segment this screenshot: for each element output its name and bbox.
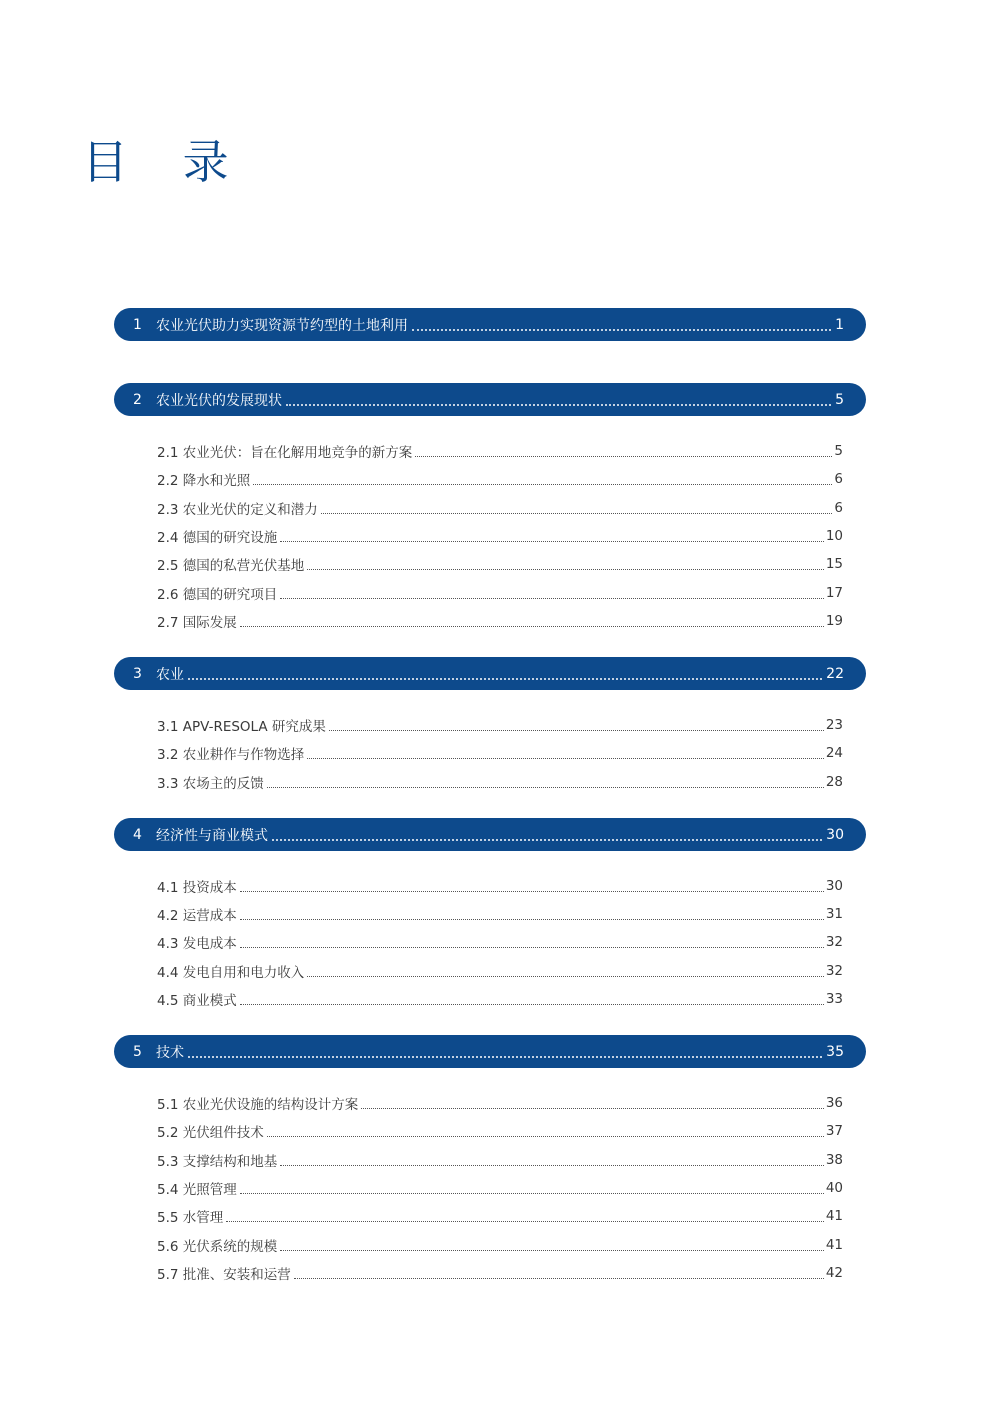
chapter-page: 1 xyxy=(835,316,844,333)
entry-title: 4.2 运营成本 xyxy=(157,908,237,924)
toc-entry-5-4[interactable] xyxy=(157,1178,843,1198)
dot-leader xyxy=(240,1193,824,1194)
toc-entry-4-5[interactable] xyxy=(157,989,843,1009)
entry-title: 5.5 水管理 xyxy=(157,1210,224,1226)
entry-page: 32 xyxy=(825,963,843,979)
dot-leader xyxy=(240,891,824,892)
chapter-number: 1 xyxy=(133,316,142,333)
toc-entry-5-2[interactable] xyxy=(157,1121,843,1141)
toc-entry-2-3[interactable] xyxy=(157,498,843,518)
chapter-number: 3 xyxy=(133,665,142,682)
entry-page: 28 xyxy=(825,774,843,790)
toc-chapter-3[interactable] xyxy=(114,657,866,690)
dot-leader xyxy=(321,513,833,514)
entry-title: 5.2 光伏组件技术 xyxy=(157,1125,264,1141)
entry-page: 5 xyxy=(834,443,843,459)
toc-entry-4-1[interactable] xyxy=(157,876,843,896)
dot-leader xyxy=(188,1056,822,1058)
entry-title: 2.2 降水和光照 xyxy=(157,473,251,489)
entry-page: 17 xyxy=(825,585,843,601)
toc-chapter-1[interactable] xyxy=(114,308,866,341)
toc-entry-3-1[interactable] xyxy=(157,715,843,735)
entry-title: 2.6 德国的研究项目 xyxy=(157,587,278,603)
dot-leader xyxy=(226,1221,824,1222)
toc-entry-4-2[interactable] xyxy=(157,904,843,924)
dot-leader xyxy=(280,598,824,599)
chapter-page: 22 xyxy=(826,665,844,682)
dot-leader xyxy=(188,678,822,680)
toc-entry-3-2[interactable] xyxy=(157,743,843,763)
entry-title: 5.3 支撑结构和地基 xyxy=(157,1154,278,1170)
toc-chapter-5[interactable] xyxy=(114,1035,866,1068)
toc-entry-4-4[interactable] xyxy=(157,961,843,981)
entry-title: 4.5 商业模式 xyxy=(157,993,237,1009)
entry-title: 3.2 农业耕作与作物选择 xyxy=(157,747,305,763)
dot-leader xyxy=(240,1004,824,1005)
entry-page: 15 xyxy=(825,556,843,572)
entry-page: 6 xyxy=(834,471,843,487)
dot-leader xyxy=(267,1136,824,1137)
chapter-title: 农业 xyxy=(156,666,184,683)
dot-leader xyxy=(415,456,832,457)
chapter-page: 30 xyxy=(826,826,844,843)
chapter-title: 技术 xyxy=(156,1044,184,1061)
toc-entry-5-6[interactable] xyxy=(157,1235,843,1255)
dot-leader xyxy=(240,919,824,920)
entry-page: 37 xyxy=(825,1123,843,1139)
entry-page: 40 xyxy=(825,1180,843,1196)
dot-leader xyxy=(272,839,822,841)
toc-entry-3-3[interactable] xyxy=(157,772,843,792)
entry-title: 4.1 投资成本 xyxy=(157,880,237,896)
entry-title: 2.5 德国的私营光伏基地 xyxy=(157,558,305,574)
chapter-title: 农业光伏助力实现资源节约型的土地利用 xyxy=(156,317,408,334)
entry-page: 6 xyxy=(834,500,843,516)
entry-title: 2.4 德国的研究设施 xyxy=(157,530,278,546)
entry-page: 32 xyxy=(825,934,843,950)
entry-title: 4.3 发电成本 xyxy=(157,936,237,952)
dot-leader xyxy=(329,730,824,731)
entry-page: 31 xyxy=(825,906,843,922)
chapter-page: 35 xyxy=(826,1043,844,1060)
chapter-page: 5 xyxy=(835,391,844,408)
toc-entry-2-5[interactable] xyxy=(157,554,843,574)
entry-page: 10 xyxy=(825,528,843,544)
dot-leader xyxy=(286,404,831,406)
entry-title: 5.1 农业光伏设施的结构设计方案 xyxy=(157,1097,359,1113)
toc-entry-2-4[interactable] xyxy=(157,526,843,546)
dot-leader xyxy=(240,947,824,948)
chapter-number: 4 xyxy=(133,826,142,843)
dot-leader xyxy=(280,1250,824,1251)
toc-chapter-2[interactable] xyxy=(114,383,866,416)
dot-leader xyxy=(361,1108,824,1109)
dot-leader xyxy=(253,484,832,485)
entry-page: 36 xyxy=(825,1095,843,1111)
dot-leader xyxy=(267,787,824,788)
entry-page: 41 xyxy=(825,1208,843,1224)
entry-title: 5.4 光照管理 xyxy=(157,1182,237,1198)
entry-title: 2.7 国际发展 xyxy=(157,615,237,631)
dot-leader xyxy=(307,569,824,570)
dot-leader xyxy=(294,1278,824,1279)
chapter-title: 农业光伏的发展现状 xyxy=(156,392,282,409)
toc-entry-2-6[interactable] xyxy=(157,583,843,603)
dot-leader xyxy=(240,626,824,627)
toc-entry-2-2[interactable] xyxy=(157,469,843,489)
toc-chapter-4[interactable] xyxy=(114,818,866,851)
entry-title: 2.1 农业光伏：旨在化解用地竞争的新方案 xyxy=(157,445,413,461)
entry-title: 2.3 农业光伏的定义和潜力 xyxy=(157,502,318,518)
chapter-number: 2 xyxy=(133,391,142,408)
entry-page: 19 xyxy=(825,613,843,629)
toc-entry-5-7[interactable] xyxy=(157,1263,843,1283)
entry-title: 3.1 APV-RESOLA 研究成果 xyxy=(157,719,326,735)
toc-entry-4-3[interactable] xyxy=(157,932,843,952)
chapter-number: 5 xyxy=(133,1043,142,1060)
entry-title: 4.4 发电自用和电力收入 xyxy=(157,965,305,981)
dot-leader xyxy=(412,329,831,331)
entry-page: 42 xyxy=(825,1265,843,1281)
entry-page: 30 xyxy=(825,878,843,894)
dot-leader xyxy=(307,976,824,977)
entry-page: 24 xyxy=(825,745,843,761)
page-title: 目 录 xyxy=(82,135,249,189)
entry-page: 33 xyxy=(825,991,843,1007)
entry-title: 5.7 批准、安装和运营 xyxy=(157,1267,291,1283)
entry-title: 3.3 农场主的反馈 xyxy=(157,776,264,792)
dot-leader xyxy=(280,541,824,542)
toc-entry-2-1[interactable] xyxy=(157,441,843,461)
entry-title: 5.6 光伏系统的规模 xyxy=(157,1239,278,1255)
toc-entry-5-1[interactable] xyxy=(157,1093,843,1113)
toc-entry-5-3[interactable] xyxy=(157,1150,843,1170)
dot-leader xyxy=(280,1165,824,1166)
toc-entry-2-7[interactable] xyxy=(157,611,843,631)
chapter-title: 经济性与商业模式 xyxy=(156,827,268,844)
entry-page: 41 xyxy=(825,1237,843,1253)
entry-page: 23 xyxy=(825,717,843,733)
dot-leader xyxy=(307,758,824,759)
toc-entry-5-5[interactable] xyxy=(157,1206,843,1226)
entry-page: 38 xyxy=(825,1152,843,1168)
